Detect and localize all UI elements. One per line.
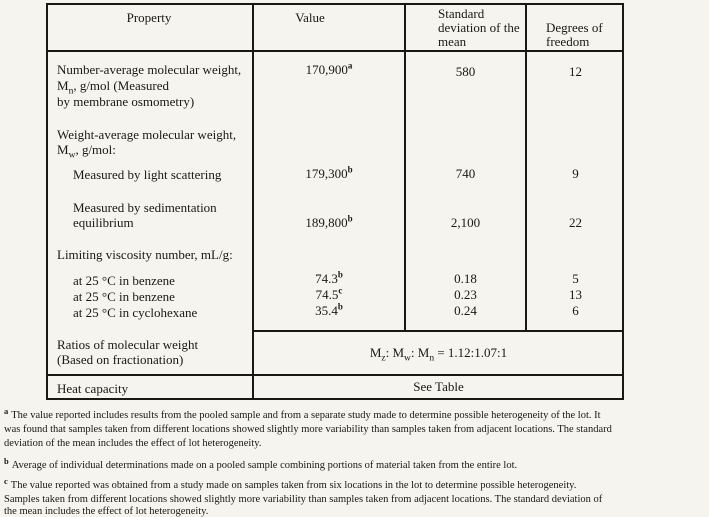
- footnote-a-marker: a: [4, 405, 9, 416]
- value-cell: [255, 303, 403, 318]
- column-header-std-dev: Standard deviation of the mean: [438, 6, 520, 49]
- property-sedimentation-line2: equilibrium: [73, 215, 134, 230]
- footnote-ref-c: c: [338, 285, 343, 296]
- property-cyclohexane: at 25 °C in cyclohexane: [73, 305, 198, 320]
- ratio-values: = 1.12:1.07:1: [434, 345, 508, 360]
- std-dev-cell: 740: [455, 166, 476, 181]
- symbol-m: M: [369, 345, 382, 360]
- footnote-b-marker: b: [4, 455, 9, 466]
- column-header-value: Value: [295, 10, 325, 25]
- degrees-cell: 12: [569, 64, 582, 79]
- value-number: 189,800: [305, 215, 348, 230]
- value-number: 74.3: [315, 271, 338, 286]
- symbol-m: M: [57, 142, 69, 157]
- footnote-ref-b: b: [347, 164, 353, 175]
- value-cell: [255, 166, 403, 181]
- footnote-c-line2: Samples taken from different locations showed slightly more variability than samples taken from adjacent locations. The standard deviation of: [4, 494, 603, 505]
- property-ratios-line2: (Based on fractionation): [57, 352, 184, 367]
- footnote-ref-b: b: [347, 213, 353, 224]
- footnote-ref-b: b: [337, 301, 343, 312]
- column-header-property: Property: [126, 10, 172, 25]
- value-cell: [255, 271, 403, 286]
- property-benzene-2: at 25 °C in benzene: [73, 289, 175, 304]
- value-number: 74.5: [315, 287, 339, 302]
- footnote-b-line1: [4, 455, 518, 472]
- subscript-n: n: [429, 353, 435, 364]
- std-dev-cell: 2,100: [450, 215, 481, 230]
- property-number-average-line3: by membrane osmometry): [57, 94, 195, 109]
- property-weight-average-line2: [57, 142, 116, 161]
- property-heat-capacity: Heat capacity: [57, 381, 129, 396]
- value-cell: [255, 62, 403, 77]
- value-cell: [255, 287, 403, 302]
- footnote-c-line1: [4, 475, 577, 492]
- symbol-m: : M: [410, 345, 430, 360]
- value-number: 35.4: [315, 303, 338, 318]
- property-benzene-1: at 25 °C in benzene: [73, 273, 175, 288]
- symbol-m: : M: [385, 345, 405, 360]
- ratios-merged-cell: [255, 345, 622, 364]
- property-sedimentation-line1: Measured by sedimentation: [73, 200, 217, 215]
- footnote-a-line3: deviation of the mean includes the effect of lot heterogeneity.: [4, 438, 262, 449]
- property-number-average-line2: [57, 78, 169, 97]
- footnote-c-line3: the mean includes the effect of lot heterogeneity.: [4, 506, 209, 517]
- property-weight-average-line1: Weight-average molecular weight,: [57, 127, 237, 142]
- footnote-text: The value reported includes results from the pooled sample and from a separate study made to determine possible heterogeneity of the lot. It: [11, 410, 601, 421]
- table-border-merged-top: [252, 330, 624, 332]
- footnote-c-marker: c: [4, 475, 8, 486]
- subscript-w: w: [404, 353, 411, 364]
- table-border-heat-row-top: [46, 374, 624, 376]
- footnote-ref-b: b: [337, 269, 343, 280]
- property-ratios-line1: Ratios of molecular weight: [57, 337, 199, 352]
- value-number: 179,300: [305, 166, 348, 181]
- table-border-header-bottom: [46, 50, 624, 52]
- table-border-col1: [252, 3, 254, 400]
- value-number: 170,900: [305, 62, 348, 77]
- footnote-ref-a: a: [347, 60, 353, 71]
- degrees-cell: 22: [569, 215, 582, 230]
- degrees-cell: 9: [572, 166, 579, 181]
- property-number-average-line1: Number-average molecular weight,: [57, 62, 242, 77]
- subscript-z: z: [381, 353, 386, 364]
- subscript-w: w: [68, 150, 76, 161]
- property-light-scattering: Measured by light scattering: [73, 167, 222, 182]
- degrees-cell: 6: [572, 303, 579, 318]
- column-header-degrees: Degrees of freedom: [546, 20, 603, 49]
- degrees-cell: 5: [572, 271, 579, 286]
- units-text: , g/mol (Measured: [73, 78, 169, 93]
- footnote-text: Average of individual determinations made on a pooled sample combining portions of material taken from the entire lot.: [11, 460, 518, 471]
- units-text: , g/mol:: [75, 142, 116, 157]
- footnote-a-line2: was found that samples taken from different locations showed slightly more variability than samples taken from adjacent locations. The standard: [4, 424, 612, 435]
- footnote-text: The value reported was obtained from a study made on samples taken from six locations in the lot to determine possible heterogeneity.: [10, 480, 577, 491]
- std-dev-cell: 0.24: [454, 303, 477, 318]
- value-cell: [255, 215, 403, 230]
- footnote-a-line1: [4, 405, 601, 422]
- degrees-cell: 13: [569, 287, 582, 302]
- heat-capacity-merged-cell: See Table: [413, 379, 464, 394]
- std-dev-cell: 580: [455, 64, 476, 79]
- symbol-m: M: [57, 78, 69, 93]
- std-dev-cell: 0.18: [454, 271, 477, 286]
- subscript-n: n: [68, 86, 74, 97]
- std-dev-cell: 0.23: [454, 287, 477, 302]
- property-viscosity-header: Limiting viscosity number, mL/g:: [57, 247, 233, 262]
